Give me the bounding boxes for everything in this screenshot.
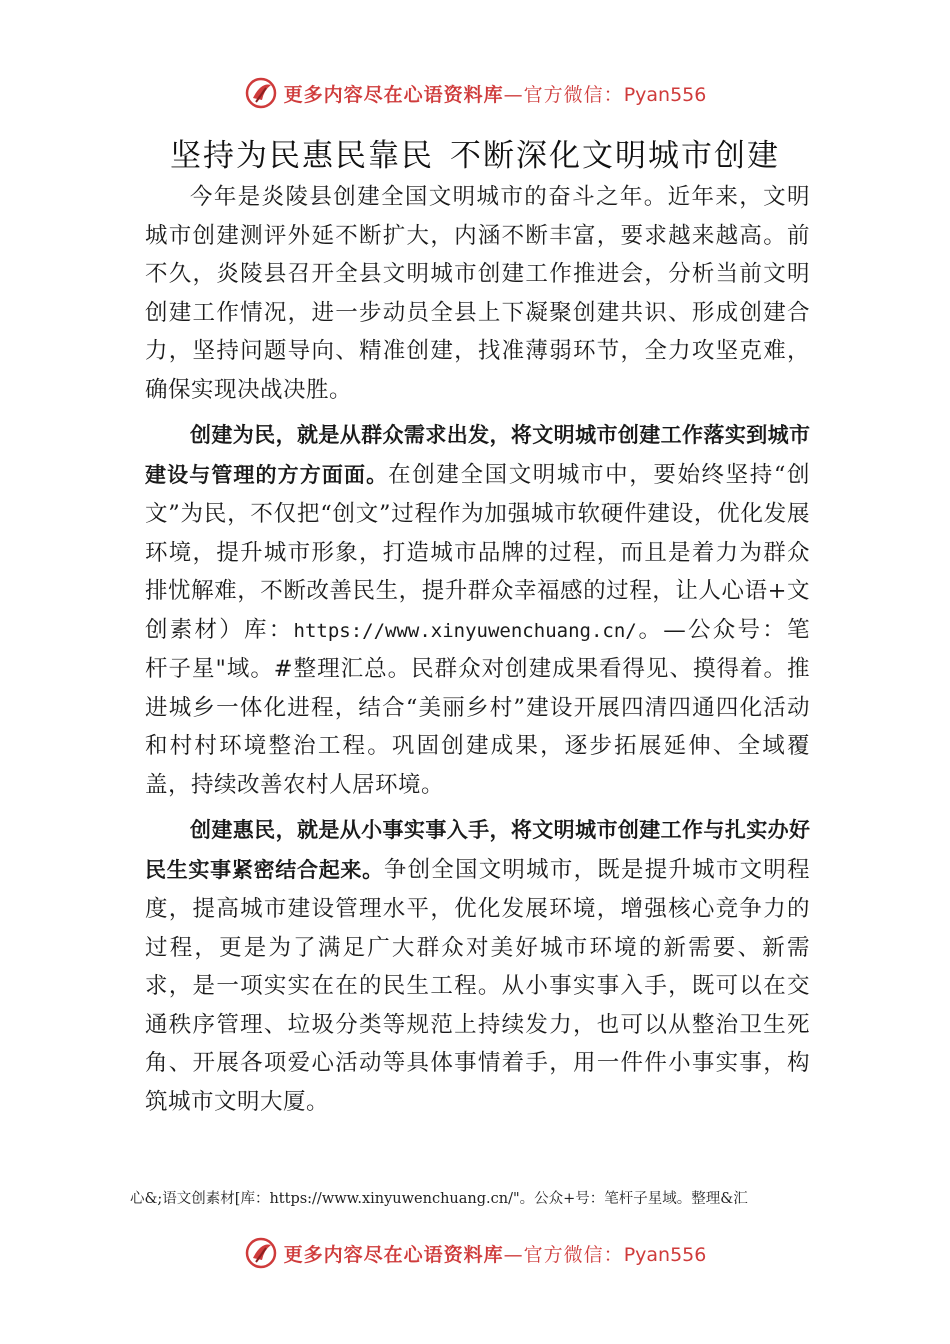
banner-wechat-id: Pyan556 — [623, 83, 707, 106]
paragraph-2 — [145, 415, 810, 804]
banner-wechat-id: Pyan556 — [623, 1243, 707, 1266]
banner-wechat-label: —官方微信： — [503, 1243, 624, 1266]
header-banner — [0, 73, 950, 113]
title-part-1: 坚持为民惠民靠民 — [170, 138, 434, 174]
title-part-2: 不断深化文明城市创建 — [450, 138, 780, 174]
paragraph-1: 今年是炎陵县创建全国文明城市的奋斗之年。近年来，文明城市创建测评外延不断扩大，内涵不断丰富，要求越来越高。前不久，炎陵县召开全县文明城市创建工作推进会，分析当前文明创建工作情况，进一步动员全县上下凝聚创建共识、形成创建合力，坚持问题导向、精准创建，找准薄弱环节，全力攻坚克难，确保实现决战决胜。 — [145, 184, 810, 403]
footer-note: 心&;语文创素材[库：https://www.xinyuwenchuang.cn/"。公众+号：笔杆子星域。整理&汇 — [130, 1191, 748, 1207]
footer-banner — [0, 1233, 950, 1273]
banner-main-text: 更多内容尽在心语资料库 — [283, 1243, 504, 1266]
paragraph-2-body-a: 在创建全国文明城市中，要始终坚持“创文”为民，不仅把“创文”过程作为加强城市软硬件建设，优化发展环境，提升城市形象，打造城市品牌的过程，而且是着力为群众排忧解难，不断改善民生，提升群众幸福感的过程，让人心语+文创素材）库： — [145, 462, 810, 643]
paragraph-2-body-b: 。—公众号：笔杆子星"域。#整理汇总。民群众对创建成果看得见、摸得着。推进城乡一体化进程，结合“美丽乡村”建设开展四清四通四化活动和村村环境整治工程。巩固创建成果，逐步拓展延伸、全域覆盖，持续改善农村人居环境。 — [145, 616, 810, 798]
banner-text — [284, 1240, 707, 1267]
paragraph-2-url: https://www.xinyuwenchuang.cn/ — [293, 619, 637, 642]
document-body — [145, 178, 810, 1121]
paragraph-3 — [145, 810, 810, 1121]
banner-text — [284, 80, 707, 107]
paragraph-3-body: 争创全国文明城市，既是提升城市文明程度，提高城市建设管理水平，优化发展环境，增强核心竞争力的过程，更是为了满足广大群众对美好城市环境的新需要、新需求，是一项实实在在的民生工程。从小事实事入手，既可以在交通秩序管理、垃圾分类等规范上持续发力，也可以从整治卫生死角、开展各项爱心活动等具体事情着手，用一件件小事实事，构筑城市文明大厦。 — [145, 857, 810, 1115]
banner-main-text: 更多内容尽在心语资料库 — [283, 83, 504, 106]
paragraph-3-lead: 创建惠民，就是从小事实事入手，将文明城市创建工作与扎实办好民生实事紧密结合起来。 — [145, 818, 810, 882]
document-title — [0, 130, 950, 175]
brand-logo-icon — [244, 76, 278, 110]
banner-wechat-label: —官方微信： — [503, 83, 624, 106]
paragraph-2-lead: 创建为民，就是从群众需求出发，将文明城市创建工作落实到城市建设与管理的方方面面。 — [145, 423, 810, 487]
brand-logo-icon — [244, 1236, 278, 1270]
